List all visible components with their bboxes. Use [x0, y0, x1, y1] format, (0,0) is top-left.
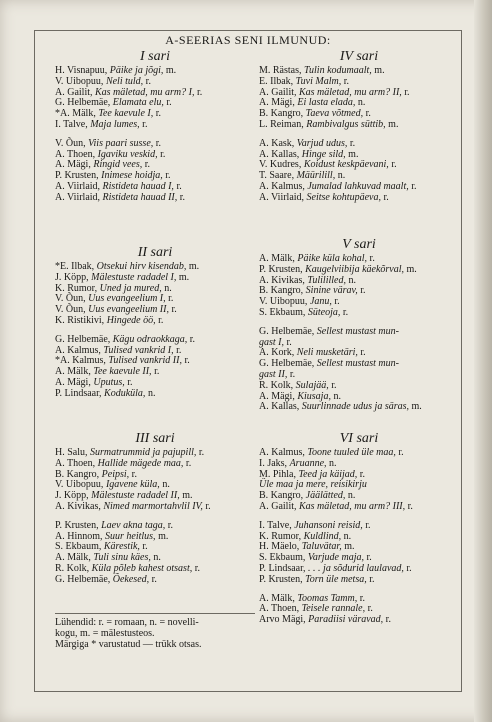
book-title: Inimese hoidja,	[101, 170, 163, 182]
book-author: K. Rumor,	[55, 282, 98, 294]
book-author: A. Mälk,	[55, 552, 91, 564]
book-author: A. Thoen,	[55, 148, 96, 160]
book-author: P. Lindsaar,	[259, 562, 306, 574]
book-author: A. Mägi,	[259, 97, 295, 109]
book-author: P. Lindsaar,	[55, 387, 102, 399]
book-entry	[259, 615, 459, 626]
book-type: m.	[158, 530, 169, 542]
book-title: Torn üle metsa,	[305, 573, 367, 585]
series-section	[55, 49, 255, 204]
book-entry	[55, 316, 255, 327]
book-type: r.	[404, 86, 410, 98]
book-title: Uned ja mured,	[99, 282, 162, 294]
book-author: H. Salu,	[55, 447, 88, 458]
book-type: m.	[165, 65, 177, 76]
book-type: r.	[334, 296, 340, 308]
series-section	[259, 49, 459, 204]
book-title: Peipsi,	[101, 468, 130, 480]
book-title: Tuli sinu käes,	[93, 552, 151, 564]
book-title: Mälestuste radadel I,	[91, 271, 177, 283]
book-author: V. Õun,	[55, 304, 86, 316]
book-title: Taeva võtmed,	[305, 108, 364, 120]
book-title: Ringid vees,	[93, 159, 143, 171]
book-type: m.	[388, 118, 399, 130]
book-type: r.	[196, 86, 203, 98]
book-type: m.	[178, 271, 190, 283]
book-type: n.	[147, 387, 156, 399]
book-author: A. Mägi,	[55, 159, 91, 171]
book-type: n.	[348, 274, 356, 286]
book-type: r.	[185, 457, 192, 469]
book-title: Tulin kodumaalt,	[304, 65, 372, 76]
book-title: Ristideta hauad I,	[102, 180, 174, 192]
book-type: r.	[365, 108, 371, 120]
book-author: A. Kalmus,	[259, 180, 305, 192]
book-author: A. Kallas,	[259, 401, 300, 413]
series-title: V sari	[342, 237, 376, 252]
book-title: Kas mäletad, mu arm? III,	[299, 500, 406, 512]
book-title: Juhansoni reisid,	[294, 519, 363, 531]
book-title: Suur heitlus,	[105, 530, 156, 542]
book-title: Teed ja käijad,	[298, 468, 358, 480]
book-entry	[55, 502, 255, 513]
book-type: r.	[360, 347, 366, 359]
book-author: A. Mälk,	[259, 592, 295, 604]
series-title: I sari	[140, 49, 170, 64]
legend-line: kogu, m. = mälestusteos.	[55, 628, 155, 639]
book-title: Mäürilill,	[296, 170, 336, 182]
book-author: A. Kork,	[259, 347, 295, 359]
book-type: r.	[142, 541, 148, 553]
book-type: m.	[406, 263, 417, 275]
book-type: r.	[165, 170, 171, 182]
book-type: r.	[155, 108, 162, 120]
book-author: A. Kivikas,	[55, 500, 101, 512]
book-author: V. Õun,	[55, 293, 86, 305]
book-author: A. Kivikas,	[259, 274, 305, 286]
book-title: Viis paari susse,	[88, 137, 154, 149]
book-type: r.	[176, 180, 182, 192]
book-author: G. Helbemäe,	[55, 97, 111, 109]
book-type: n.	[164, 282, 172, 294]
book-author: A. Hinnom,	[55, 530, 103, 542]
book-author: M. Pihla,	[259, 468, 296, 480]
book-entry	[55, 193, 255, 204]
book-type: r.	[406, 562, 412, 574]
book-type: r.	[142, 118, 148, 130]
book-author: A. Mälk,	[55, 366, 91, 378]
book-title: Neli musketäri,	[296, 347, 358, 359]
book-author: A. Mälk,	[259, 253, 295, 264]
book-type: r.	[171, 304, 177, 316]
book-title: Suurlinnade udus ja säras,	[301, 401, 410, 413]
book-type: r.	[127, 376, 133, 388]
book-type: m.	[344, 541, 355, 553]
book-author: P. Krusten,	[259, 573, 303, 585]
book-title: Hallide mägede maa,	[97, 457, 184, 469]
book-type: r.	[359, 592, 365, 604]
book-title: Sellest mustast mun-	[316, 325, 399, 337]
book-type: r.	[331, 379, 337, 391]
book-title: gast I,	[259, 336, 284, 348]
book-author: *A. Kalmus,	[55, 355, 106, 367]
book-title: Igavene küla,	[105, 479, 160, 491]
book-type: r.	[131, 468, 137, 480]
book-author: R. Kolk,	[259, 379, 294, 391]
book-author: P. Krusten,	[55, 519, 99, 531]
book-title: Uus evangeelium I,	[88, 293, 166, 305]
book-type: r.	[145, 75, 151, 87]
book-type: r.	[349, 137, 356, 149]
book-title: Mälestuste radadel II,	[91, 490, 180, 502]
book-title: Sinine värav,	[305, 285, 358, 297]
book-title: Ristideta hauad II,	[102, 191, 178, 203]
book-entry	[259, 502, 459, 513]
book-title: Jäälätted,	[305, 490, 346, 502]
book-type: r.	[342, 306, 349, 318]
book-title: Taluvätar,	[301, 541, 342, 553]
book-title: Kas mäletad, mu arm? I,	[95, 86, 195, 98]
series-section	[55, 431, 255, 586]
book-type: n.	[343, 530, 352, 542]
book-author: *A. Mälk,	[55, 108, 96, 120]
book-type: m.	[182, 490, 193, 502]
book-title: Uus evangeelium II,	[88, 304, 169, 316]
book-title: Toomas Tamm,	[297, 592, 358, 604]
book-author: V. Uibopuu,	[259, 296, 308, 308]
book-entry	[259, 402, 459, 413]
book-author: G. Helbemäe,	[55, 333, 111, 345]
book-type: r.	[383, 191, 389, 203]
book-type: m.	[348, 148, 359, 160]
book-author: A. Kalmus,	[55, 344, 101, 356]
book-title: Sellest mustast mun-	[316, 358, 399, 370]
book-author: A. Gailit,	[259, 500, 297, 512]
book-title: Kärestik,	[103, 541, 140, 553]
series-title: IV sari	[339, 49, 379, 64]
book-type: n.	[153, 552, 161, 564]
book-entry	[259, 575, 459, 586]
book-entry	[55, 575, 255, 586]
book-title: Toone tuuled üle maa,	[307, 447, 396, 458]
book-author: A. Kallas,	[259, 148, 300, 160]
book-entry	[259, 120, 459, 131]
page-title: A-SEERIAS SENI ILMUNUD:	[165, 33, 331, 47]
book-type: r.	[155, 137, 162, 149]
book-author: I. Jaks,	[259, 457, 288, 469]
book-title: Tuvi Malm,	[295, 75, 342, 87]
book-author: G. Helbemäe,	[259, 325, 315, 337]
book-title: Aruanne,	[289, 457, 327, 469]
book-title: Uputus,	[93, 376, 125, 388]
legend-line: Lühendid: r. = romaan, n. = novelli-	[55, 617, 199, 628]
book-title: Tee kaevule II,	[93, 366, 152, 378]
book-type: r.	[343, 75, 349, 87]
book-author: H. Visnapuu,	[55, 65, 108, 76]
book-type: r.	[184, 355, 190, 367]
book-title: Nimed marmortahvlil IV,	[103, 500, 203, 512]
series-section	[259, 237, 459, 413]
book-type: m.	[374, 65, 385, 76]
book-type: r.	[398, 447, 404, 458]
book-title: Kaugelviibija käekõrval,	[305, 263, 404, 275]
book-title: Seitse kohtupäeva,	[306, 191, 381, 203]
book-type: r.	[366, 552, 372, 564]
book-author: S. Ekbaum,	[55, 541, 102, 553]
book-title: Päike ja jõgi,	[109, 65, 164, 76]
book-title: Sulajää,	[295, 379, 329, 391]
book-title: Maja lumes,	[90, 118, 140, 130]
book-type: r.	[194, 562, 201, 574]
book-author: L. Reiman,	[259, 118, 304, 130]
book-author: A. Kalmus,	[259, 447, 305, 458]
book-author: J. Köpp,	[55, 490, 89, 502]
book-author: P. Krusten,	[55, 170, 99, 182]
book-type: r.	[154, 366, 160, 378]
book-type: r.	[407, 500, 413, 512]
book-author: A. Viirlaid,	[55, 191, 101, 203]
book-type: m.	[411, 401, 422, 413]
series-section	[259, 431, 459, 626]
book-entry	[55, 120, 255, 131]
book-type: n.	[357, 97, 366, 109]
book-author: K. Rumor,	[259, 530, 302, 542]
book-author: M. Rästas,	[259, 65, 302, 76]
book-type: r.	[160, 148, 166, 160]
book-title: Koidust keskpäevani,	[303, 159, 389, 171]
book-title: Paradiisi väravad,	[308, 614, 384, 626]
book-title: Päike küla kohal,	[297, 253, 368, 264]
book-type: r.	[286, 336, 292, 348]
book-author: I. Talve,	[259, 519, 292, 531]
book-type: r.	[411, 180, 417, 192]
abbreviations-legend	[55, 613, 255, 650]
book-type: n.	[333, 390, 341, 402]
book-title: Hingede öö,	[106, 314, 156, 326]
book-author: G. Helbemäe,	[55, 573, 111, 585]
book-type: r.	[151, 573, 157, 585]
book-title: Varjud udus,	[296, 137, 348, 149]
book-author: V. Uibopuu,	[55, 479, 104, 491]
book-author: H. Mäelo,	[259, 541, 300, 553]
book-author: T. Saare,	[259, 170, 295, 182]
book-type: n.	[337, 170, 346, 182]
series-title: III sari	[135, 431, 175, 446]
series-section	[55, 245, 255, 400]
book-author: P. Krusten,	[259, 263, 303, 275]
book-entry	[259, 308, 459, 319]
book-author: G. Helbemäe,	[259, 358, 315, 370]
book-author: B. Kangro,	[55, 468, 100, 480]
book-type: r.	[198, 447, 205, 458]
book-title: Elamata elu,	[112, 97, 164, 109]
book-type: n.	[329, 457, 337, 469]
series-list-frame	[34, 30, 462, 692]
book-entry	[259, 193, 459, 204]
book-title: Süteoja,	[307, 306, 341, 318]
book-title: Surmatrummid ja pajupill,	[90, 447, 197, 458]
book-type: r.	[369, 573, 375, 585]
book-type: r.	[369, 253, 375, 264]
book-type: r.	[289, 368, 296, 380]
book-author: S. Ekbaum,	[259, 306, 306, 318]
book-author: I. Talve,	[55, 118, 88, 130]
book-type: r.	[360, 285, 366, 297]
book-type: r.	[205, 500, 211, 512]
book-author: A. Thoen,	[55, 457, 96, 469]
book-title: Tulililled,	[307, 274, 346, 286]
book-title: Küla põleb kahest otsast,	[91, 562, 193, 574]
book-author: K. Ristikivi,	[55, 314, 105, 326]
book-title: Koduküla,	[104, 387, 146, 399]
book-title: Ei lasta elada,	[297, 97, 356, 109]
book-title: Kiusaja,	[297, 390, 331, 402]
book-type: r.	[359, 468, 366, 480]
book-author: V. Uibopuu,	[55, 75, 104, 87]
book-author: A. Mägi,	[55, 376, 91, 388]
book-author: E. Ilbak,	[259, 75, 294, 87]
book-title: Igaviku veskid,	[97, 148, 158, 160]
series-title: VI sari	[339, 431, 379, 446]
book-author: A. Kask,	[259, 137, 295, 149]
book-type: r.	[144, 159, 150, 171]
page-edge	[474, 0, 492, 722]
book-title: Rambivalgus süttib,	[306, 118, 386, 130]
book-title: Janu,	[309, 296, 332, 308]
book-title: Kuldlind,	[303, 530, 342, 542]
book-title: Otsekui hirv kisendab,	[96, 261, 187, 272]
legend-line: Märgiga * varustatud — trükk otsas.	[55, 639, 202, 650]
book-entry	[55, 389, 255, 400]
book-type: r.	[168, 293, 174, 305]
book-title: Neli tuld,	[105, 75, 144, 87]
book-title: Teisele rannale,	[301, 603, 366, 615]
series-title: II sari	[137, 245, 173, 260]
book-type: r.	[179, 191, 186, 203]
book-author: A. Thoen,	[259, 603, 300, 615]
book-title: gast II,	[259, 368, 288, 380]
book-author: V. Kudres,	[259, 159, 302, 171]
book-type: n.	[347, 490, 356, 502]
book-author: R. Kolk,	[55, 562, 90, 574]
book-author: *E. Ilbak,	[55, 261, 95, 272]
book-title: Kas mäletad, mu arm? II,	[299, 86, 402, 98]
book-author: B. Kangro,	[259, 108, 304, 120]
book-author: A. Gailit,	[259, 86, 297, 98]
book-author: S. Ekbaum,	[259, 552, 306, 564]
book-type: r.	[189, 333, 195, 345]
book-type: r.	[385, 614, 391, 626]
book-author: V. Õun,	[55, 137, 86, 149]
book-type: r.	[391, 159, 397, 171]
book-author: B. Kangro,	[259, 490, 304, 502]
book-title: Hinge sild,	[301, 148, 346, 160]
book-title: Jumalad lahkuvad maalt,	[307, 180, 409, 192]
book-author: A. Viirlaid,	[55, 180, 101, 192]
book-author: A. Gailit,	[55, 86, 93, 98]
book-title: Üle maa ja mere, reisikirju	[259, 479, 367, 491]
book-type: r.	[367, 603, 373, 615]
book-type: r.	[166, 97, 172, 109]
book-type: r.	[167, 519, 174, 531]
book-type: m.	[188, 261, 200, 272]
book-type: r.	[158, 314, 164, 326]
book-author: B. Kangro,	[259, 285, 304, 297]
book-author: A. Mägi,	[259, 390, 295, 402]
book-title: Õekesed,	[112, 573, 150, 585]
book-type: r.	[176, 344, 182, 356]
book-title: Kägu odraokkaga,	[112, 333, 188, 345]
book-title: Varjude maja,	[307, 552, 364, 564]
book-type: r.	[365, 519, 371, 531]
book-title: Tulised vankrid II,	[108, 355, 182, 367]
book-author: Arvo Mägi,	[259, 614, 306, 626]
book-author: J. Köpp,	[55, 271, 89, 283]
book-title: . . . ja sõdurid laulavad,	[308, 562, 404, 574]
book-title: Tulised vankrid I,	[103, 344, 174, 356]
book-title: Laev akna taga,	[101, 519, 166, 531]
book-author: A. Viirlaid,	[259, 191, 305, 203]
book-title: Tee kaevule I,	[98, 108, 154, 120]
book-type: n.	[162, 479, 170, 491]
